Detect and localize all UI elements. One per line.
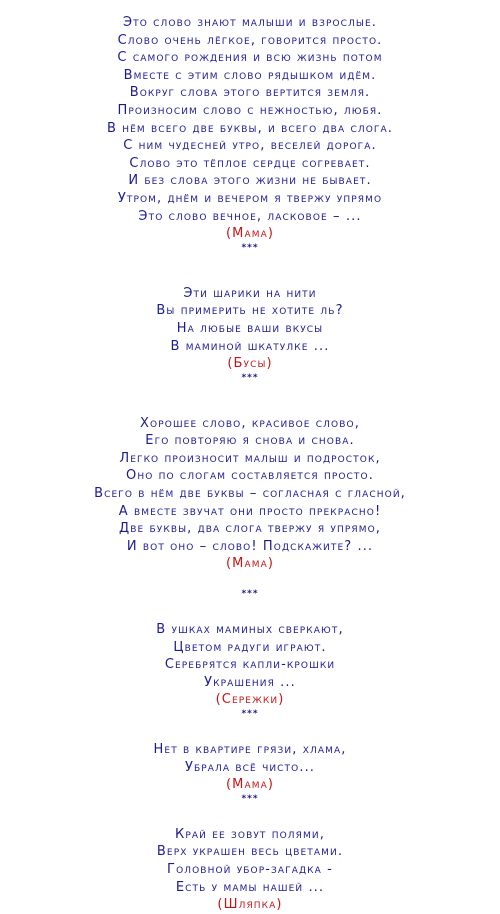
- riddle-line: Оно по слогам составляется просто.: [126, 468, 374, 484]
- riddle-line: С ним чудесней утро, веселей дорога.: [123, 138, 377, 154]
- riddle-line: Вместе с этим слово рядышком идём.: [123, 67, 377, 83]
- riddle-2: [0, 285, 500, 383]
- riddle-5: [0, 741, 500, 804]
- riddle-answer: (Шляпка): [217, 897, 283, 913]
- riddle-line: Украшения ...: [204, 674, 296, 690]
- riddle-line: Это слово вечное, ласковое – ...: [138, 208, 362, 224]
- riddle-line: Его повторяю я снова и снова.: [145, 433, 355, 449]
- riddle-line: Произносим слово с нежностью, любя.: [117, 102, 383, 118]
- riddle-line: Две буквы, два слога твержу я упрямо,: [118, 521, 382, 537]
- spacer: [0, 253, 500, 285]
- riddle-1: [0, 14, 500, 253]
- riddle-line: Цветом радуги играют.: [173, 639, 327, 655]
- riddle-line: Эти шарики на нити: [183, 285, 317, 301]
- riddle-line: Хорошее слово, красивое слово,: [140, 415, 360, 431]
- riddle-line: На любые ваши вкусы: [176, 320, 324, 336]
- riddle-answer: (Мама): [225, 226, 275, 242]
- riddle-line: Это слово знают малыши и взрослые.: [122, 15, 377, 30]
- divider-stars: ***: [241, 709, 259, 719]
- spacer: [0, 383, 500, 415]
- riddle-3: [0, 415, 500, 599]
- riddle-line: В маминой шкатулке ...: [170, 338, 330, 354]
- riddle-line: Край ее зовут полями,: [175, 826, 325, 842]
- riddle-line: Есть у мамы нашей ...: [175, 879, 325, 895]
- riddle-line: И без слова этого жизни не бывает.: [128, 173, 372, 189]
- riddle-line: В ушках маминых сверкают,: [156, 622, 344, 638]
- riddle-line: Убрала всё чисто...: [184, 759, 316, 775]
- riddle-answer: (Бусы): [227, 356, 273, 372]
- riddle-line: Легко произносит малыш и подросток,: [119, 450, 381, 466]
- riddle-line: Нет в квартире грязи, хлама,: [153, 742, 347, 757]
- riddle-line: С самого рождения и всю жизнь потом: [117, 50, 383, 66]
- divider-stars: ***: [241, 372, 259, 383]
- spacer: [0, 573, 500, 589]
- riddle-line: Верх украшен весь цветами.: [156, 844, 344, 860]
- spacer: [0, 804, 500, 826]
- riddle-answer: (Мама): [225, 777, 275, 793]
- riddle-line: Серебрятся капли-крошки: [164, 657, 336, 673]
- riddle-answer: (Сережки): [215, 692, 285, 708]
- divider-stars: ***: [241, 793, 259, 804]
- divider-stars: ***: [241, 242, 259, 253]
- riddle-line: А вместе звучат они просто прекрасно!: [118, 503, 382, 519]
- spacer: [0, 599, 500, 621]
- riddle-4: [0, 621, 500, 719]
- riddle-6: [0, 826, 500, 914]
- riddle-line: И вот оно – слово! Подскажите? ...: [126, 538, 374, 554]
- riddle-line: В нём всего две буквы, и всего два слога.: [107, 120, 393, 136]
- riddle-line: Утром, днём и вечером я твержу упрямо: [117, 190, 383, 206]
- riddle-line: Вокруг слова этого вертится земля.: [129, 85, 371, 101]
- riddle-line: Всего в нём две буквы – согласная с гласной,: [94, 486, 406, 502]
- riddle-line: Головной убор-загадка -: [167, 861, 333, 877]
- riddle-page: [0, 14, 500, 914]
- spacer: [0, 719, 500, 741]
- riddle-line: Слово очень лёгкое, говорится просто.: [117, 32, 383, 48]
- riddle-line: Вы примерить не хотите ль?: [156, 303, 344, 319]
- riddle-answer: (Мама): [225, 556, 275, 572]
- riddle-line: Слово это тёплое сердце согревает.: [129, 155, 371, 171]
- divider-stars: ***: [241, 589, 259, 600]
